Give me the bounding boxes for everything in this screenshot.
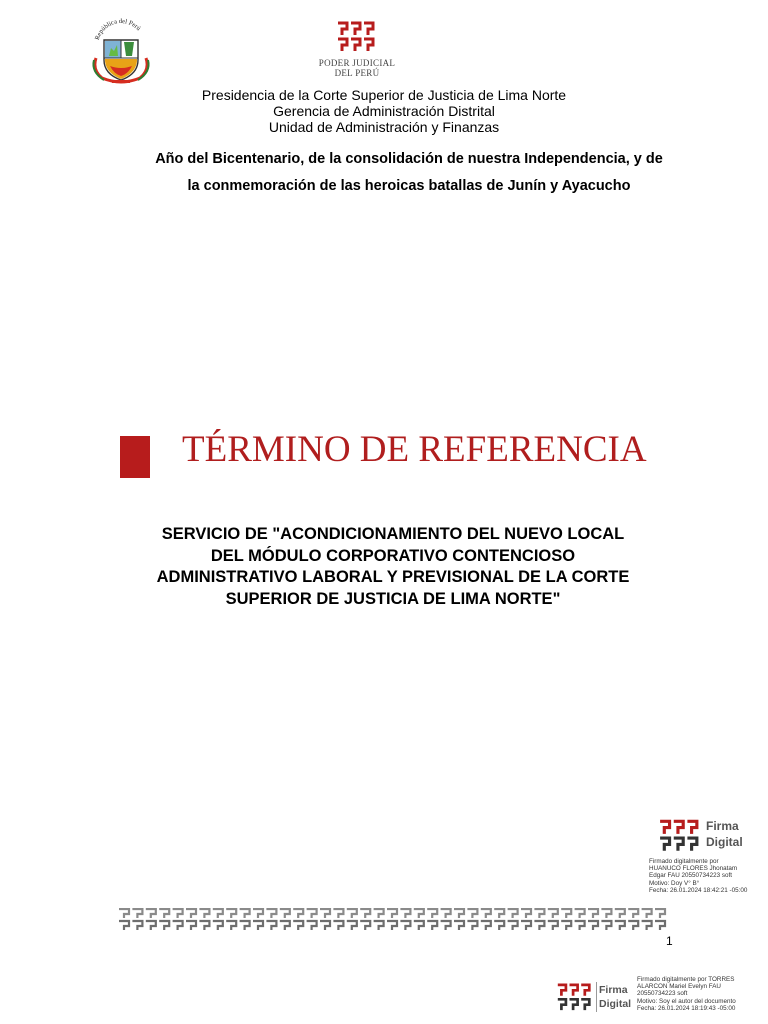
sig1-line-4: Motivo: Doy V° B° [649,879,700,887]
pattern-tile [173,909,183,930]
pattern-tile [119,909,129,930]
pattern-tile [266,909,276,930]
pattern-tile [615,909,625,930]
pattern-tile [146,909,156,930]
subtitle-line-3: ADMINISTRATIVO LABORAL Y PREVISIONAL DE LA CORTE [156,568,630,586]
page-number: 1 [666,934,673,948]
sig1-line-1: Firmado digitalmente por [649,858,719,865]
title-accent-bar [120,436,150,478]
pattern-tile [307,909,317,930]
year-motto-line-1: Año del Bicentenario, de la consolidación de nuestra Independencia, y de [155,151,663,167]
firma-word-1: Firma [706,819,739,833]
header-line-1: Presidencia de la Corte Superior de Justicia de Lima Norte [201,87,567,103]
sig2-line-1: Firmado digitalmente por TORRES [637,976,735,983]
pattern-tile [601,909,611,930]
document-subtitle [118,524,668,610]
sig1-line-2: HUANUCO FLORES Jhonatam [649,865,738,873]
pattern-tile [159,909,169,930]
subtitle-line-2: DEL MÓDULO CORPORATIVO CONTENCIOSO [210,546,576,565]
pattern-tile [387,909,397,930]
pattern-tile [508,909,518,930]
sig1-line-5: Fecha: 26.01.2024 18:42:21 -05:00 [649,886,748,894]
pattern-tile [186,909,196,930]
pattern-tile [588,909,598,930]
subtitle-line-1: SERVICIO DE "ACONDICIONAMIENTO DEL NUEVO LOCAL [161,525,625,543]
pattern-tile [454,909,464,930]
pattern-tile [132,909,142,930]
sig2-line-3: 20550734223 soft [637,990,688,998]
sig2-line-5: Fecha: 26.01.2024 18:19:43 -05:00 [637,1004,736,1012]
pattern-tile [642,909,652,930]
pattern-tile [548,909,558,930]
subtitle-line-4: SUPERIOR DE JUSTICIA DE LIMA NORTE" [225,589,561,608]
firma-digital-badge-2 [556,980,636,1016]
pj-logo-icon [336,20,376,54]
pattern-tile [360,909,370,930]
pattern-tile [414,909,424,930]
pattern-tile [199,909,209,930]
header-line-3: Unidad de Administración y Finanzas [268,119,500,135]
badge-divider [596,982,597,1012]
pattern-tile [521,909,531,930]
pattern-tile [226,909,236,930]
pattern-tile [213,909,223,930]
pattern-tile [467,909,477,930]
year-motto-line-2: la conmemoración de las heroicas batallas de Junín y Ayacucho [187,178,631,194]
firma-digital-badge-1 [658,816,758,856]
signature-1-text [649,858,747,894]
pattern-tile [280,909,290,930]
logo-text-line2: DEL PERÚ [334,68,380,78]
pattern-tile [427,909,437,930]
pattern-tile [293,909,303,930]
sig2-line-2: ALARCON Mariel Evelyn FAU [637,983,721,991]
document-title: TÉRMINO DE REFERENCIA [182,429,647,470]
pattern-tile [320,909,330,930]
coat-of-arms-icon [88,18,154,84]
signature-2-text [637,976,736,1012]
sig1-line-3: Edgar FAU 20550734223 soft [649,872,732,880]
pattern-tile [333,909,343,930]
firma-digital-icon [658,818,700,854]
pattern-tile [374,909,384,930]
pattern-tile [481,909,491,930]
pattern-tile [561,909,571,930]
firma-word-2: Firma [599,984,628,996]
digital-word-1: Digital [706,835,743,849]
pj-pattern-strip [118,908,668,932]
logo-text-line1: PODER JUDICIAL [318,58,396,68]
digital-word-2: Digital [599,998,632,1010]
pattern-tile [400,909,410,930]
pattern-tile [575,909,585,930]
pattern-tile [347,909,357,930]
sig2-line-4: Motivo: Soy el autor del documento [637,997,736,1005]
pattern-tile [441,909,451,930]
header-line-2: Gerencia de Administración Distrital [273,103,495,119]
pattern-tile [494,909,504,930]
pattern-tile [240,909,250,930]
pattern-tile [253,909,263,930]
svg-text:República del Perú: República del Perú [93,18,142,41]
firma-digital-icon [556,982,592,1013]
poder-judicial-logo [318,18,396,82]
pattern-tile [655,909,665,930]
pattern-tile [628,909,638,930]
pattern-tile [534,909,544,930]
